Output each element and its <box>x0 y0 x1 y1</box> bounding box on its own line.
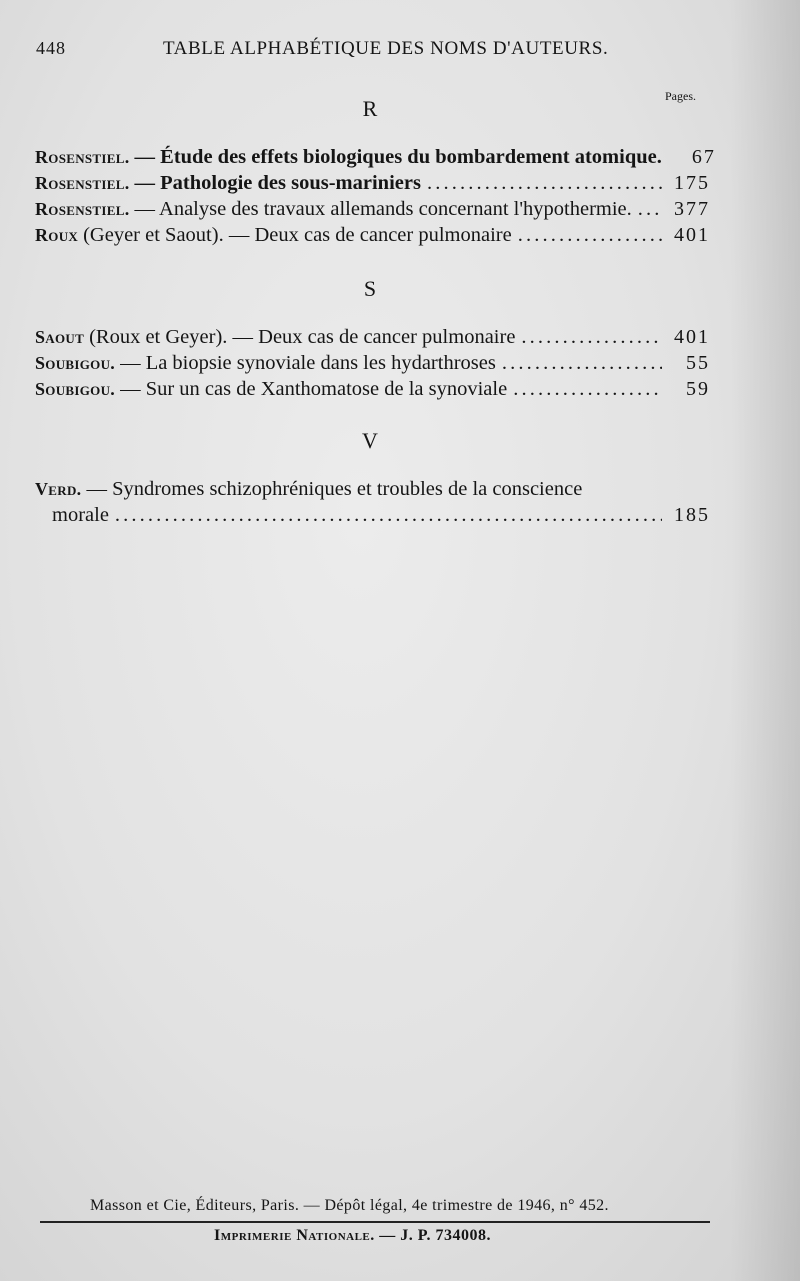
dot-leader <box>115 504 662 527</box>
entry-title: (Roux et Geyer). — Deux cas de cancer pulmonaire <box>89 326 516 348</box>
dot-leader <box>513 378 662 401</box>
pages-column-label: Pages. <box>665 89 696 103</box>
entry-author: Rosenstiel. <box>35 199 130 219</box>
index-entry <box>35 352 710 378</box>
index-entry <box>35 378 710 404</box>
dot-leader <box>427 172 662 195</box>
dot-leader <box>502 352 662 375</box>
entry-title: — Pathologie des sous-mariniers <box>134 172 421 194</box>
entry-page: 55 <box>686 352 710 374</box>
running-header <box>0 38 800 62</box>
dot-leader <box>518 224 662 247</box>
entry-page: 175 <box>674 172 710 194</box>
entry-page: 377 <box>674 198 710 220</box>
section-letter-v: V <box>362 428 378 453</box>
entry-title-continuation: morale <box>52 504 109 526</box>
entry-author: Roux <box>35 225 79 245</box>
index-entry-continuation <box>52 504 710 530</box>
entry-page: 59 <box>686 378 710 400</box>
index-entry <box>35 224 710 250</box>
index-entry <box>35 172 710 198</box>
page-number: 448 <box>36 38 66 58</box>
entry-author: Soubigou. <box>35 353 116 373</box>
entry-title: — Sur un cas de Xanthomatose de la synoviale <box>120 378 508 400</box>
entry-page: 185 <box>674 504 710 526</box>
entry-title: (Geyer et Saout). — Deux cas de cancer pulmonaire <box>83 224 512 246</box>
index-entry <box>35 326 710 352</box>
publisher-imprint: Masson et Cie, Éditeurs, Paris. — Dépôt légal, 4e trimestre de 1946, n° 452. <box>90 1197 609 1214</box>
entry-page: 401 <box>674 224 710 246</box>
entry-author: Verd. <box>35 479 82 499</box>
section-letter-s: S <box>363 276 377 301</box>
entry-title: — Étude des effets biologiques du bombardement atomique. <box>134 146 662 168</box>
dot-leader <box>638 198 662 221</box>
printer-imprint: Imprimerie Nationale. — J. P. 734008. <box>214 1227 492 1244</box>
index-entry <box>35 478 710 504</box>
running-title: TABLE ALPHABÉTIQUE DES NOMS D'AUTEURS. <box>163 38 609 59</box>
section-letter-r: R <box>362 96 378 121</box>
entry-page: 401 <box>674 326 710 348</box>
entry-title: — Analyse des travaux allemands concernant l'hypothermie. <box>134 198 632 220</box>
page-edge-shadow <box>730 0 800 1281</box>
entry-author: Rosenstiel. <box>35 147 130 167</box>
entry-page: 67 <box>691 146 716 168</box>
entry-author: Saout <box>35 327 85 347</box>
entry-title: — Syndromes schizophréniques et troubles de la conscience <box>86 478 583 500</box>
dot-leader <box>521 326 662 349</box>
index-entry <box>35 146 716 172</box>
index-entry <box>35 198 710 224</box>
entry-author: Rosenstiel. <box>35 173 130 193</box>
footer-rule <box>40 1221 710 1223</box>
entry-author: Soubigou. <box>35 379 116 399</box>
entry-title: — La biopsie synoviale dans les hydarthroses <box>120 352 496 374</box>
